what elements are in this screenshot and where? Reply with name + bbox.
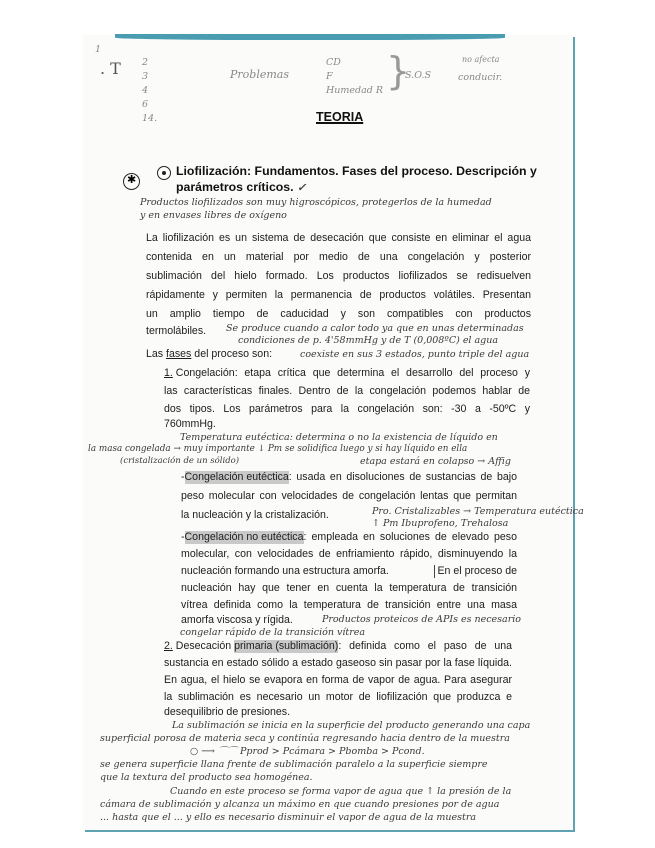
item-label: Congelación <box>175 367 235 379</box>
handwritten-note: 6 <box>142 99 149 110</box>
handwritten-note: Humedad R <box>326 85 384 96</box>
paragraph-line: 760mmHg. <box>164 418 216 430</box>
handwritten-note: la masa congelada → muy importante ↓ Pm se solidifica luego y si hay líquido en ella <box>88 444 468 454</box>
handwritten-note: no afecta <box>462 55 500 64</box>
handwritten-note: ... hasta que el ... y ello es necesario disminuir el vapor de agua de la muestra <box>100 812 477 823</box>
paragraph-line: En agua, el hielo se evapora en forma de vapor de agua. Para asegurar <box>164 674 512 686</box>
paragraph-line: amorfa viscosa y rígida. <box>181 614 293 626</box>
item-label: Desecación <box>175 640 232 652</box>
handwritten-note: que la textura del producto sea homogénea. <box>100 772 313 783</box>
check-mark: ✓ <box>296 181 307 194</box>
paragraph-line: peso molecular con velocidades de congelación lentas que permitan <box>181 490 517 502</box>
handwritten-note: Se produce cuando a calor todo ya que en unas determinadas <box>226 323 524 334</box>
paragraph-line: sustancia en estado sólido a estado gaseoso sin pasar por la fase líquida. <box>164 657 512 669</box>
handwritten-note: ↑ Pm Ibuprofeno, Trehalosa <box>372 518 509 529</box>
handwritten-note: 2 <box>142 57 149 68</box>
bullet-icon <box>157 166 171 180</box>
paragraph-line: La liofilización es un sistema de desecación que consiste en eliminar el agua <box>146 232 531 244</box>
highlighted-term: Congelación no eutéctica <box>184 531 304 543</box>
highlighted-term: primaria (sublimación) <box>234 640 339 652</box>
handwritten-note: Productos proteicos de APIs es necesario <box>322 614 522 625</box>
handwritten-note: ○ ⟶ ⌒⌒ Pprod > Pcámara > Pbomba > Pcond. <box>190 746 425 757</box>
handwritten-note: S.O.S <box>405 70 431 81</box>
handwritten-note: 1 <box>95 44 102 55</box>
handwritten-note: condiciones de p. 4'58mmHg y de T (0,008ºC) el agua <box>238 335 499 346</box>
no-eutectica-line: - Congelación no eutéctica : empleada en soluciones de elevado peso <box>181 531 517 543</box>
handwritten-note: 3 <box>142 71 149 82</box>
section-heading: Liofilización: Fundamentos. Fases del proceso. Descripción y <box>176 164 537 178</box>
paragraph-line: la nucleación y la cristalización. <box>181 509 329 521</box>
paragraph-line: : definida como el paso de una <box>338 640 512 652</box>
handwritten-note: 14. <box>142 113 158 124</box>
handwritten-note: y en envases libres de oxígeno <box>140 210 287 221</box>
handwritten-note: etapa estará en colapso → Affig <box>360 456 511 467</box>
paragraph-line: nucleación hay que tener en cuenta la temperatura de transición <box>181 582 517 594</box>
desecacion-line <box>164 640 512 653</box>
text: del proceso son: <box>191 348 273 360</box>
paragraph-line: : empleada en soluciones de elevado peso <box>303 531 517 543</box>
paragraph-line: molecular, con velocidades de enfriamiento rápido, disminuyendo la <box>181 548 517 560</box>
asterisk-icon: ✱ <box>127 174 137 186</box>
eutectica-line: - Congelación eutéctica : usada en disoluciones de sustancias de bajo <box>181 471 517 483</box>
handwritten-note: 4 <box>142 85 149 96</box>
handwritten-note: se genera superficie llana frente de sublimación paralelo a la superficie siempre <box>100 759 488 770</box>
paragraph-line: termolábiles. <box>146 325 207 337</box>
handwritten-note: Temperatura eutéctica: determina o no la existencia de líquido en <box>180 432 498 443</box>
text: En el proceso de <box>434 565 517 578</box>
paragraph-line: : etapa crítica que determina el desarrollo del proceso y <box>234 367 530 379</box>
brace-mark: } <box>386 49 411 93</box>
text: nucleación formando una estructura amorfa. <box>181 565 389 577</box>
handwritten-note: La sublimación se inicia en la superficie del producto generando una capa <box>172 720 531 731</box>
handwritten-list <box>326 56 383 98</box>
paragraph-line: desequilibrio de presiones. <box>164 706 291 718</box>
text: Las <box>146 348 167 360</box>
paragraph-line: : usada en disoluciones de sustancias de bajo <box>288 471 517 483</box>
text: fases <box>166 348 192 360</box>
paragraph-line: las características finales. Dentro de la congelación podemos hablar de <box>164 385 530 397</box>
paragraph-line: vítrea definida como la temperatura de transición entre una masa <box>181 599 517 611</box>
paragraph-line: contenida en un material por medio de una congelación y posterior <box>146 251 531 263</box>
paragraph-line <box>181 565 517 578</box>
section-heading <box>176 180 306 194</box>
page-edge-strip <box>115 34 505 40</box>
paragraph-line: la sublimación es necesario un motor de liofilización que produzca e <box>164 691 512 703</box>
handwritten-note: cámara de sublimación y alcanza un máximo en que cuando presiones por de agua <box>100 799 500 810</box>
handwritten-note: (cristalización de un sólido) <box>120 456 240 466</box>
handwritten-list <box>142 56 157 126</box>
handwritten-note: Productos liofilizados son muy higroscópicos, protegerlos de la humedad <box>140 197 492 208</box>
handwritten-note: congelar rápido de la transición vítrea <box>180 627 366 638</box>
fases-intro <box>146 348 272 361</box>
heading-text: parámetros críticos. <box>176 180 294 194</box>
handwritten-note: conducir. <box>458 72 503 83</box>
item-number: 2. <box>164 640 173 652</box>
handwritten-note: Cuando en este proceso se forma vapor de agua que ↑ la presión de la <box>170 786 512 797</box>
handwritten-note: F <box>326 71 333 82</box>
handwritten-note: Pro. Cristalizables → Temperatura eutéctica <box>372 506 584 517</box>
highlighted-term: Congelación eutéctica <box>184 471 289 483</box>
item-number: 1. <box>164 367 173 379</box>
handwritten-note: CD <box>326 57 341 68</box>
paragraph-line: un amplio tiempo de caducidad y son compatibles con productos <box>146 308 531 320</box>
page-title: TEORIA <box>316 110 364 124</box>
handwritten-note: coexiste en sus 3 estados, punto triple del agua <box>300 349 530 360</box>
handwritten-note: superficial porosa de materia seca y continúa regresando hacia dentro de la muestra <box>100 733 510 744</box>
handwritten-note: . T <box>100 59 121 78</box>
paragraph-line: sublimación del hielo formado. Los productos liofilizados se redisuelven <box>146 270 531 282</box>
handwritten-note: Problemas <box>230 68 289 81</box>
paragraph-line: rápidamente y permiten la permanencia de productos volátiles. Presentan <box>146 289 531 301</box>
paragraph-line: dos tipos. Los parámetros para la congelación son: -30 a -50ºC y <box>164 403 530 415</box>
star-circle-mark <box>123 173 140 190</box>
congelacion-line <box>164 367 530 380</box>
